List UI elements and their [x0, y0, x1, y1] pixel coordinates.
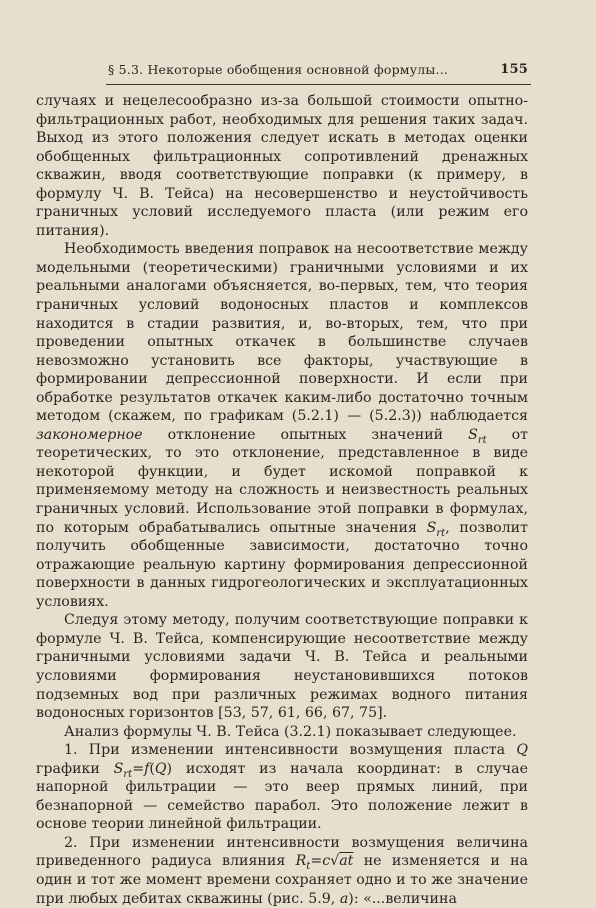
text-run: от теоретических, то это отклонение, представленное в виде некоторой функции, и будет искомой поправкой к применяемому методу на сложность и неизвестность реальных граничных условий. Использование этой поправки в формулах, по которым обрабатывались опытные значения [36, 426, 529, 536]
text-run: графики [36, 760, 114, 777]
text-run: = [132, 760, 145, 777]
italic-run: f [144, 760, 150, 777]
paragraph [36, 240, 528, 611]
paragraph [36, 92, 528, 240]
running-header [108, 62, 528, 77]
italic-run: закономерное [36, 426, 143, 443]
text-run: Анализ формулы Ч. В. Тейса (3.2.1) показывает следующее. [64, 723, 517, 740]
text-run: случаях и нецелесообразно из-за большой стоимости опытно-фильтрационных работ, необходимых для решения таких задач. Выход из этого положения следует искать в методах оценки обобщенных фильтрационных сопротивлений дренажных скважин, вводя соответствующие поправки (к примеру, в формулу Ч. В. Тейса) на несовершенство и неустойчивость граничных условий исследуемого пласта (или режим его питания). [36, 93, 528, 239]
paragraph [36, 723, 528, 742]
italic-run: R [295, 853, 307, 870]
text-run: ) исходят из начала координат: в случае напорной фильтрации — это веер прямых линий, при безнапорной — семейство парабол. Это положение лежит в основе теории линейной фильтрации. [36, 760, 528, 833]
italic-run: а [339, 890, 349, 907]
italic-run: S [468, 426, 478, 443]
paragraph [36, 834, 528, 908]
italic-run: Q [516, 742, 528, 759]
text-run: , позволит получить обобщенные зависимости, достаточно точно отражающие реальную картину формирования депрессионной поверхности в данных гидрогеологических и эксплуатационных условиях. [36, 519, 528, 610]
subscript: rt [436, 527, 446, 539]
text-run: 2. При изменении интенсивности возмущения величина приведенного радиуса влияния [36, 834, 528, 870]
text-run: не изменяется и на один и тот же момент времени сохраняет одно и то же значение при любых дебитах скважины (рис. 5.9, [36, 853, 528, 907]
header-rule [106, 84, 531, 85]
italic-run: S [113, 760, 124, 777]
running-title: § 5.3. Некоторые обобщения основной формулы... [108, 62, 449, 77]
subscript: t [306, 861, 311, 873]
text-run: ( [149, 760, 155, 777]
italic-run: c [322, 853, 331, 870]
italic-run: Q [154, 760, 167, 777]
subscript: rt [123, 768, 133, 780]
page-number: 155 [500, 62, 528, 77]
text-run: ): «...величина [348, 890, 457, 907]
text-run: 1. При изменении интенсивности возмущения пласта [64, 742, 517, 759]
text-run: отклонение опытных значений [142, 426, 469, 443]
body-text [36, 92, 528, 908]
paragraph [36, 611, 528, 722]
text-run: √ [330, 853, 340, 870]
subscript: rt [477, 434, 487, 446]
text-run: Необходимость введения поправок на несоответствие между модельными (теоретическими) граничными условиями и их реальными аналогами объясняется, во-первых, тем, что теория граничных условий водоносных пластов и комплексов находится в стадии развития, и, во-вторых, тем, что при проведении опытных откачек в большинстве случаев невозможно установить все факторы, участвующие в формировании депрессионной поверхности. И если при обработке результатов откачек каким-либо достаточно точным методом (скажем, по графикам (5.2.1) — (5.2.3)) наблюдается [36, 241, 528, 425]
italic-run: at [339, 853, 354, 870]
text-run: Следуя этому методу, получим соответствующие поправки к формуле Ч. В. Тейса, компенсирующие несоответствие между граничными условиями задачи Ч. В. Тейса и реальными условиями формирования неустановившихся потоков подземных вод при различных режимах водного питания водоносных горизонтов [53, 57, 61, 66, 67, 75]. [36, 612, 528, 722]
text-run: = [310, 853, 323, 870]
paragraph [36, 741, 528, 834]
italic-run: S [426, 519, 437, 536]
